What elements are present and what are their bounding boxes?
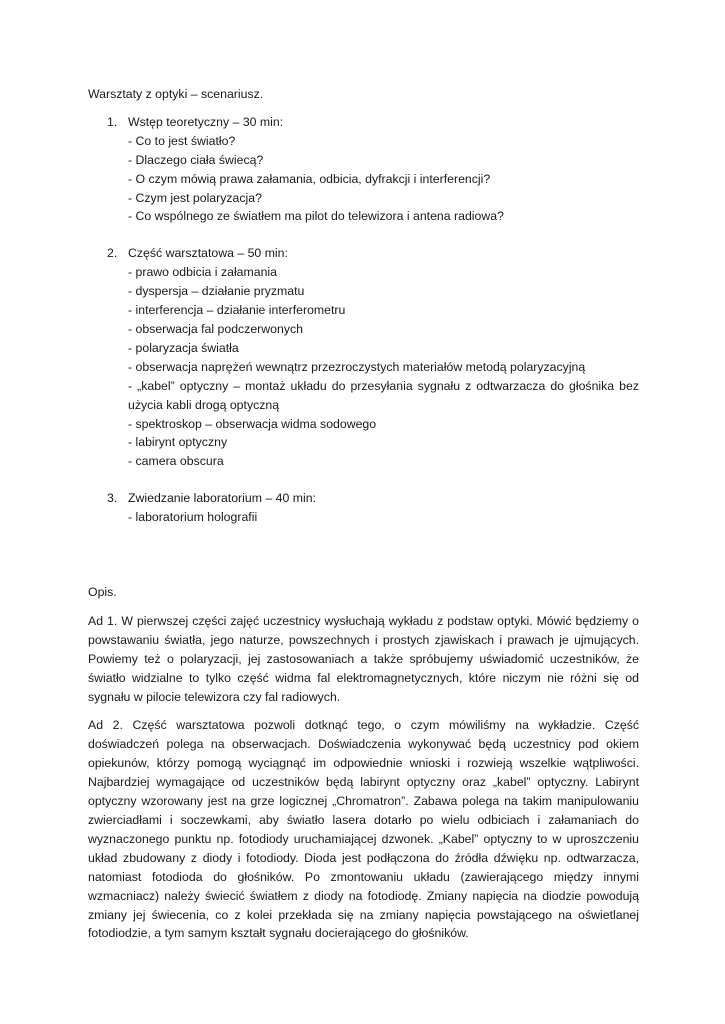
list-item: - „kabel” optyczny – montaż układu do przesyłania sygnału z odtwarzacza do głośnika bez użycia kabli drogą optyczną: [128, 378, 639, 412]
section-2: [88, 244, 639, 471]
list-item: - laboratorium holografii: [128, 510, 258, 525]
paragraph-ad-2: Ad 2. Część warsztatowa pozwoli dotknąć tego, o czym mówiliśmy na wykładzie. Część doświadczeń polega na obserwacjach. Doświadczenia wykonywać będą uczestnicy pod okiem opiekunów, którzy pomogą wyciągnąć im odpowiednie wnioski i rozwieją wszelkie wątpliwości. Najbardziej wymagające od uczestników będą labirynt optyczny oraz „kabel” optyczny. Labirynt optyczny wzorowany jest na grze logicznej „Chromatron”. Zabawa polega na takim manipulowaniu zwierciadłami i soczewkami, aby światło lasera dotarło po wielu odbiciach i załamaniach do wyznaczonego punktu np. fotodiody uruchamiającej dzwonek. „Kabel” optyczny to w uproszczeniu układ zbudowany z diody i fotodiody. Dioda jest podłączona do źródła dźwięku np. odtwarzacza, natomiast fotodioda do głośników. Po zmontowaniu układu (zawierającego między innymi wzmacniacz) należy świecić światłem z diody na fotodiodę. Zmiany napięcia na diodzie powodują zmiany jej świecenia, co z kolei przekłada się na zmiany napięcia powstającego na oświetlanej fotodiodzie, a tym samym kształt sygnału docierającego do głośników.: [88, 718, 639, 941]
list-item: - polaryzacja światła: [128, 340, 239, 355]
section-number: 1.: [107, 114, 118, 129]
section-heading: Część warsztatowa – 50 min:: [128, 246, 288, 261]
section-number: 2.: [107, 246, 118, 261]
list-item: - labirynt optyczny: [128, 435, 228, 450]
section-heading: Wstęp teoretyczny – 30 min:: [128, 114, 284, 129]
list-item: - Co to jest światło?: [128, 133, 236, 148]
document-page: [88, 85, 639, 953]
document-title: Warsztaty z optyki – scenariusz.: [88, 87, 264, 101]
section-heading: Zwiedzanie laboratorium – 40 min:: [128, 491, 316, 506]
list-item: - Czym jest polaryzacja?: [128, 190, 262, 205]
section-1: [88, 113, 639, 226]
paragraph-ad-1: Ad 1. W pierwszej części zajęć uczestnicy wysłuchają wykładu z podstaw optyki. Mówić będziemy o powstawaniu światła, jego naturze, powszechnych i prostych zjawiskach i prawach je ujmujących. Powiemy też o polaryzacji, jej zastosowaniach a także spróbujemy uświadomić uczestników, że światło widzialne to tylko część widma fal elektromagnetycznych, które niczym nie różni się od sygnału w pilocie telewizora czy fal radiowych.: [88, 613, 639, 704]
description-heading: Opis.: [88, 585, 117, 600]
list-item: - camera obscura: [128, 454, 224, 469]
list-item: - Dlaczego ciała świecą?: [128, 152, 264, 167]
section-number: 3.: [107, 491, 118, 506]
list-item: - obserwacja fal podczerwonych: [128, 321, 303, 336]
list-item: - spektroskop – obserwacja widma sodowego: [128, 416, 377, 431]
list-item: - Co wspólnego ze światłem ma pilot do telewizora i antena radiowa?: [128, 209, 504, 224]
section-3: [88, 489, 639, 527]
list-item: - dyspersja – działanie pryzmatu: [128, 284, 305, 299]
list-item: - interferencja – działanie interferometru: [128, 303, 346, 318]
list-item: - obserwacja naprężeń wewnątrz przezroczystych materiałów metodą polaryzacyjną: [128, 359, 586, 374]
list-item: - O czym mówią prawa załamania, odbicia, dyfrakcji i interferencji?: [128, 171, 491, 186]
list-item: - prawo odbicia i załamania: [128, 265, 278, 280]
